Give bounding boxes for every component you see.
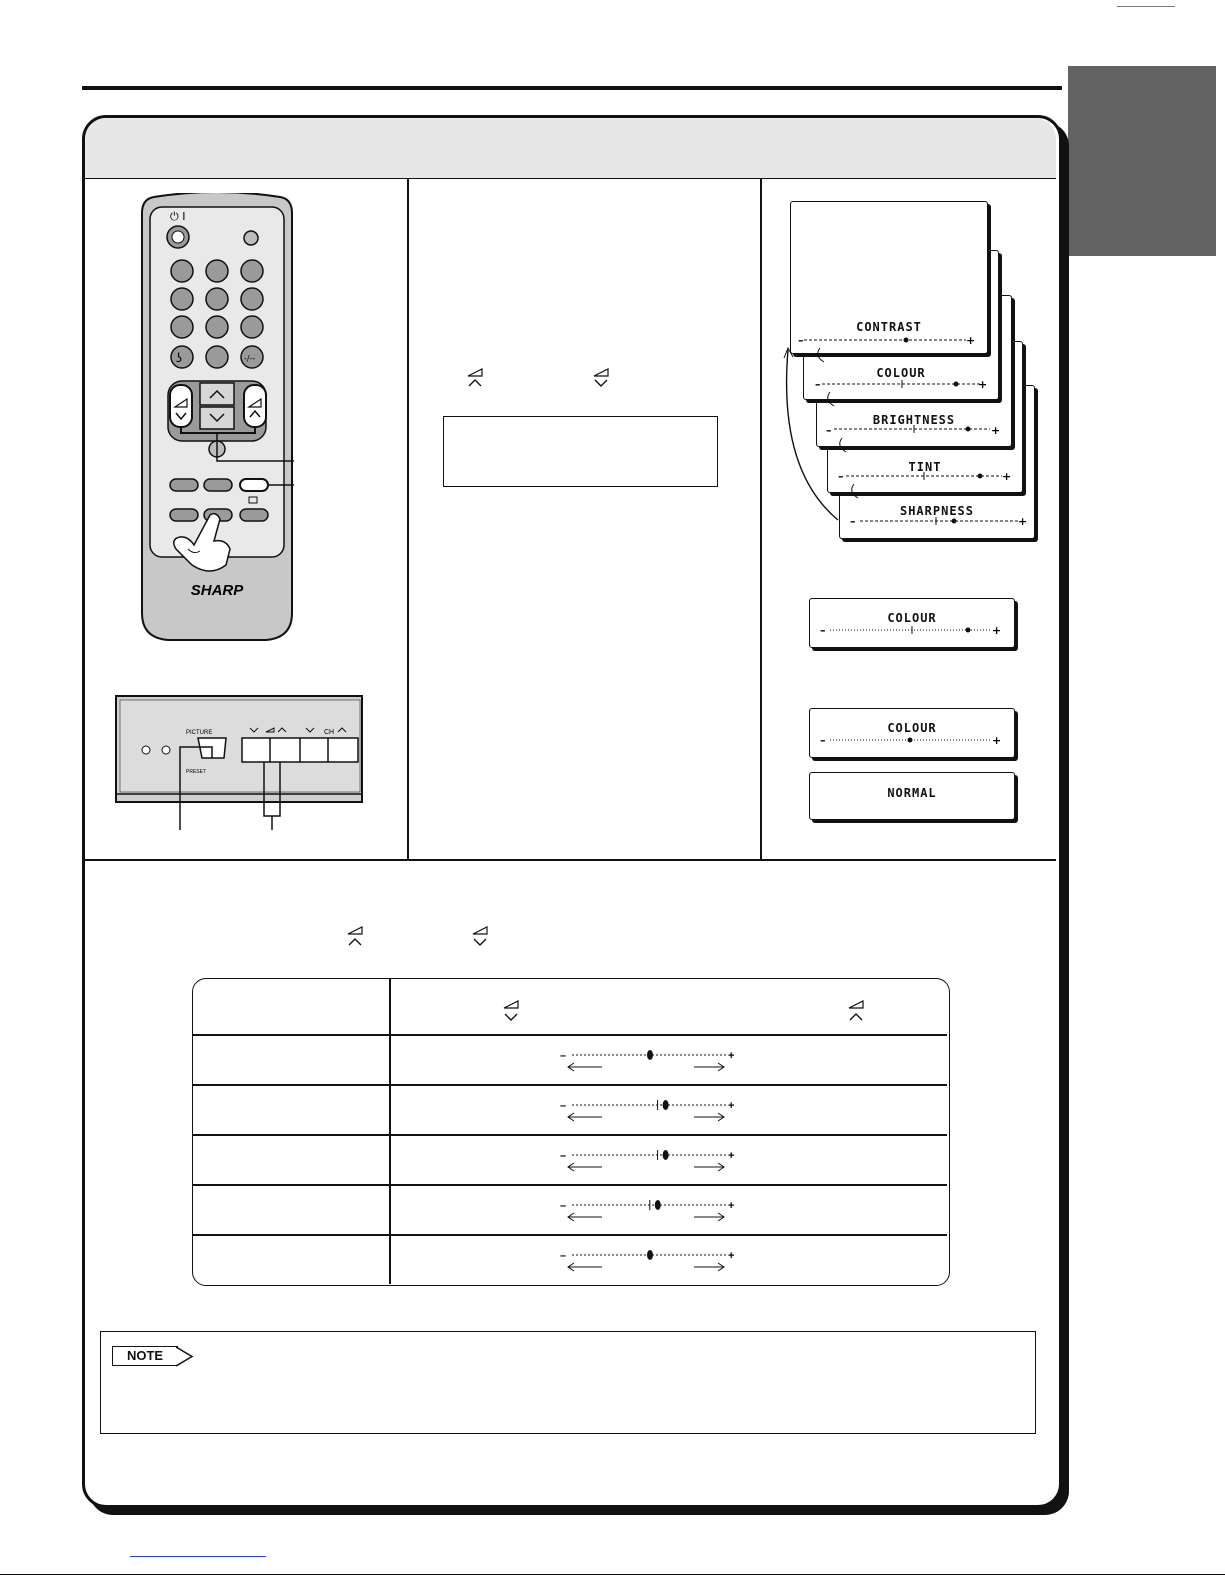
panel-header: [85, 118, 1056, 179]
svg-text:–: –: [815, 378, 821, 391]
osd-scale: [820, 733, 1004, 747]
slider-scale: [558, 1090, 748, 1124]
osd-label: COLOUR: [887, 721, 937, 735]
svg-text:ʖ: ʖ: [176, 351, 183, 365]
slider-scale: [558, 1190, 748, 1224]
osd-label: BRIGHTNESS: [872, 413, 956, 427]
svg-text:+: +: [728, 1050, 735, 1062]
remote-brand: SHARP: [190, 582, 244, 599]
svg-text:–: –: [798, 334, 804, 347]
osd-single-colour: [809, 598, 1015, 648]
svg-text:–: –: [560, 1200, 567, 1212]
slider-knob: [647, 1250, 653, 1260]
osd-colour-before-reset: [809, 708, 1015, 758]
slider-knob: [655, 1200, 661, 1210]
svg-text:–: –: [820, 624, 826, 637]
svg-text:+: +: [992, 734, 1002, 747]
osd-normal: [809, 772, 1015, 820]
svg-text:+: +: [992, 624, 1002, 637]
bottom-rule: [0, 1574, 1225, 1575]
instruction-box: [443, 416, 718, 487]
column-divider-1: [407, 179, 409, 860]
note-box: [100, 1331, 1036, 1434]
svg-text:+: +: [978, 378, 988, 391]
ch-label: CH: [324, 729, 335, 736]
osd-label: NORMAL: [887, 786, 937, 800]
remote-control: [140, 193, 294, 642]
svg-text:+: +: [1002, 470, 1012, 483]
slider-knob: [663, 1100, 669, 1110]
svg-text:+: +: [728, 1150, 735, 1162]
osd-scale: [820, 623, 1004, 637]
osd-label: COLOUR: [876, 366, 926, 380]
volume-down-icon: [500, 998, 524, 1024]
svg-text:+: +: [728, 1250, 735, 1262]
footer-link-line: [130, 1556, 266, 1557]
table-row-divider: [193, 1184, 947, 1186]
svg-text:+: +: [728, 1200, 735, 1212]
svg-text:–: –: [850, 515, 856, 528]
svg-text:-/--: -/--: [244, 354, 256, 363]
svg-text:+: +: [966, 334, 976, 347]
slider-scale: [558, 1240, 748, 1274]
column-divider-2: [760, 179, 762, 860]
note-arrow-icon: [176, 1346, 194, 1367]
table-column-divider: [389, 979, 391, 1284]
preset-label: PRESET: [186, 769, 207, 775]
slider-scale: [558, 1040, 748, 1074]
svg-text:–: –: [560, 1050, 567, 1062]
svg-text:–: –: [838, 470, 844, 483]
slider-knob: [647, 1050, 653, 1060]
table-row-divider: [193, 1084, 947, 1086]
svg-text:+: +: [991, 424, 1001, 437]
osd-label: SHARPNESS: [899, 504, 975, 518]
svg-text:–: –: [560, 1250, 567, 1262]
svg-text:–: –: [560, 1100, 567, 1112]
header-mark: [1117, 6, 1175, 7]
slider-knob: [663, 1150, 669, 1160]
osd-label: COLOUR: [887, 611, 937, 625]
table-row-divider: [193, 1034, 947, 1036]
picture-label: PICTURE: [186, 730, 213, 736]
svg-text:–: –: [826, 424, 832, 437]
section-tab: [1068, 66, 1216, 256]
volume-up-icon: [466, 366, 486, 388]
slider-scale: [558, 1140, 748, 1174]
table-row-divider: [193, 1134, 947, 1136]
volume-down-icon: [470, 924, 490, 948]
svg-text:+: +: [1018, 515, 1028, 528]
table-row-divider: [193, 1234, 947, 1236]
osd-label: CONTRAST: [856, 320, 922, 334]
note-badge: NOTE: [112, 1346, 178, 1366]
volume-down-icon: [592, 366, 612, 388]
top-rule: [82, 86, 1062, 90]
osd-label: TINT: [908, 460, 942, 474]
svg-text:–: –: [560, 1150, 567, 1162]
svg-text:⏻ I: ⏻ I: [170, 210, 186, 223]
svg-text:–: –: [820, 734, 826, 747]
volume-up-icon: [845, 998, 869, 1024]
section-divider: [85, 859, 1056, 861]
osd-cascade-scales: [778, 330, 1038, 530]
tv-front-panel: [114, 694, 364, 830]
volume-up-icon: [345, 924, 365, 948]
svg-text:+: +: [728, 1100, 735, 1112]
